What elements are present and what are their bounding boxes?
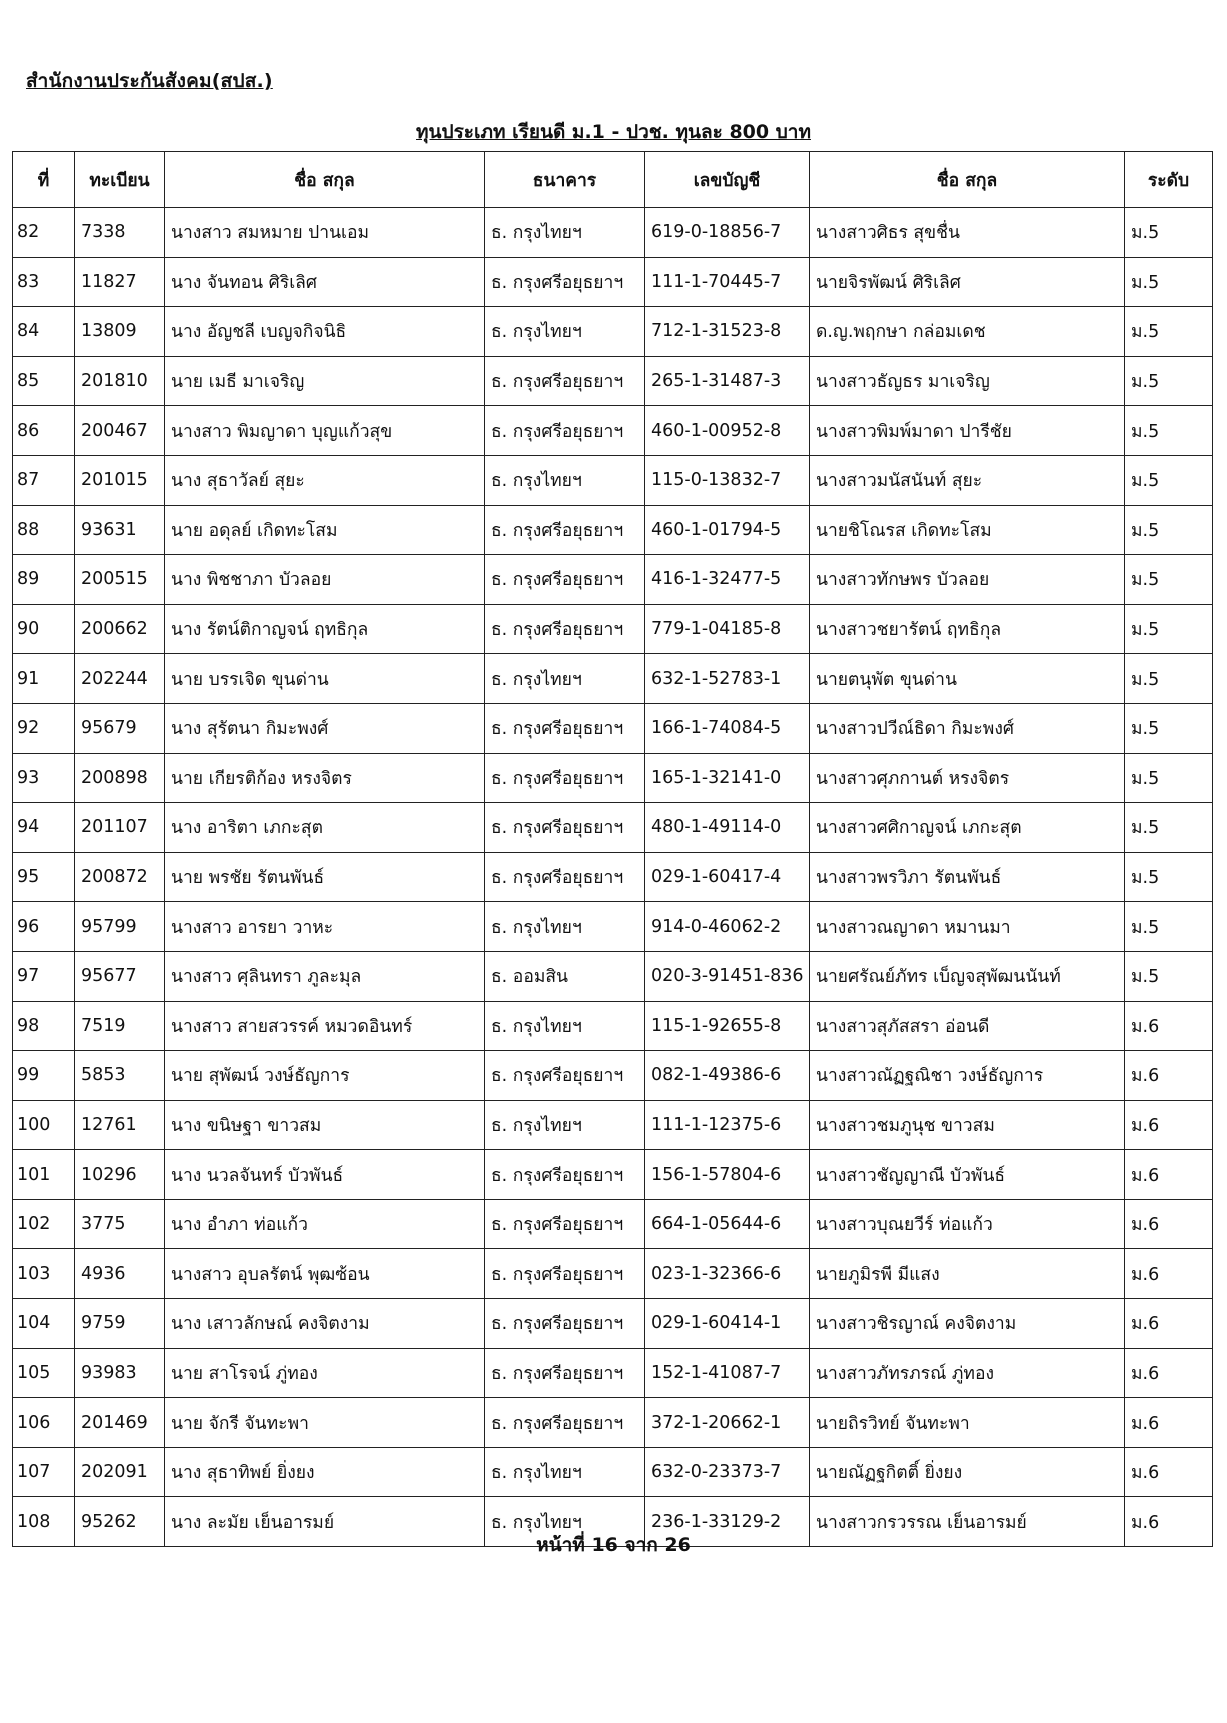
cell-level: ม.5 [1125, 703, 1213, 753]
cell-registration: 11827 [75, 257, 165, 307]
cell-bank: ธ. กรุงศรีอยุธยาฯ [485, 803, 645, 853]
cell-registration: 201810 [75, 356, 165, 406]
cell-member-name: นาง นวลจันทร์ บัวพันธ์ [165, 1150, 485, 1200]
cell-account: 460-1-00952-8 [645, 406, 810, 456]
table-row [13, 1249, 1213, 1299]
table-row [13, 307, 1213, 357]
cell-member-name: นาง รัตน์ติกาญจน์ ฤทธิกุล [165, 604, 485, 654]
cell-student-name: นายชิโณรส เกิดทะโสม [810, 505, 1125, 555]
table-row [13, 902, 1213, 952]
column-header-no: ที่ [13, 152, 75, 208]
cell-member-name: นาย พรชัย รัตนพันธ์ [165, 852, 485, 902]
cell-bank: ธ. กรุงไทยฯ [485, 654, 645, 704]
cell-bank: ธ. กรุงศรีอยุธยาฯ [485, 852, 645, 902]
cell-member-name: นาย สาโรจน์ ภู่ทอง [165, 1348, 485, 1398]
cell-bank: ธ. กรุงศรีอยุธยาฯ [485, 505, 645, 555]
cell-member-name: นาง อัญชลี เบญจกิจนิธิ [165, 307, 485, 357]
table-row [13, 1299, 1213, 1349]
cell-account: 712-1-31523-8 [645, 307, 810, 357]
table-row [13, 951, 1213, 1001]
cell-student-name: นางสาวทักษพร บัวลอย [810, 555, 1125, 605]
cell-level: ม.6 [1125, 1001, 1213, 1051]
cell-level: ม.5 [1125, 555, 1213, 605]
cell-student-name: นางสาวภัทรภรณ์ ภู่ทอง [810, 1348, 1125, 1398]
cell-registration: 95679 [75, 703, 165, 753]
cell-no: 87 [13, 455, 75, 505]
cell-student-name: นางสาวปวีณ์ธิดา กิมะพงศ์ [810, 703, 1125, 753]
cell-account: 023-1-32366-6 [645, 1249, 810, 1299]
cell-student-name: นายจิรพัฒน์ ศิริเลิศ [810, 257, 1125, 307]
scholarship-table [12, 151, 1213, 1547]
column-header-member-name: ชื่อ สกุล [165, 152, 485, 208]
column-header-level: ระดับ [1125, 152, 1213, 208]
cell-level: ม.6 [1125, 1497, 1213, 1547]
page-number: หน้าที่ 16 จาก 26 [536, 1534, 691, 1556]
cell-registration: 5853 [75, 1051, 165, 1101]
cell-level: ม.6 [1125, 1199, 1213, 1249]
cell-no: 86 [13, 406, 75, 456]
cell-student-name: นางสาวณัฏฐณิชา วงษ์ธัญการ [810, 1051, 1125, 1101]
cell-registration: 201015 [75, 455, 165, 505]
cell-bank: ธ. กรุงไทยฯ [485, 1497, 645, 1547]
cell-student-name: นางสาวพรวิภา รัตนพันธ์ [810, 852, 1125, 902]
cell-registration: 202091 [75, 1447, 165, 1497]
cell-student-name: ด.ญ.พฤกษา กล่อมเดช [810, 307, 1125, 357]
cell-member-name: นาย บรรเจิด ขุนด่าน [165, 654, 485, 704]
cell-student-name: นางสาวณญาดา หมานมา [810, 902, 1125, 952]
table-row [13, 1398, 1213, 1448]
column-header-student-name: ชื่อ สกุล [810, 152, 1125, 208]
cell-member-name: นาง ขนิษฐา ขาวสม [165, 1100, 485, 1150]
cell-no: 101 [13, 1150, 75, 1200]
cell-no: 104 [13, 1299, 75, 1349]
cell-registration: 200872 [75, 852, 165, 902]
cell-member-name: นางสาว อารยา วาหะ [165, 902, 485, 952]
cell-no: 99 [13, 1051, 75, 1101]
cell-member-name: นางสาว พิมญาดา บุญแก้วสุข [165, 406, 485, 456]
cell-registration: 201469 [75, 1398, 165, 1448]
cell-member-name: นางสาว สมหมาย ปานเอม [165, 208, 485, 258]
cell-no: 93 [13, 753, 75, 803]
cell-level: ม.5 [1125, 803, 1213, 853]
cell-bank: ธ. กรุงศรีอยุธยาฯ [485, 406, 645, 456]
cell-account: 779-1-04185-8 [645, 604, 810, 654]
cell-account: 156-1-57804-6 [645, 1150, 810, 1200]
cell-registration: 95262 [75, 1497, 165, 1547]
cell-registration: 4936 [75, 1249, 165, 1299]
table-row [13, 455, 1213, 505]
table-row [13, 1150, 1213, 1200]
cell-bank: ธ. กรุงศรีอยุธยาฯ [485, 1150, 645, 1200]
cell-registration: 201107 [75, 803, 165, 853]
cell-no: 96 [13, 902, 75, 952]
cell-account: 372-1-20662-1 [645, 1398, 810, 1448]
cell-no: 100 [13, 1100, 75, 1150]
table-row [13, 604, 1213, 654]
organization-name: สำนักงานประกันสังคม(สปส.) [26, 70, 273, 92]
cell-student-name: นายณัฏฐกิตติ์ ยิ่งยง [810, 1447, 1125, 1497]
cell-registration: 95677 [75, 951, 165, 1001]
cell-account: 152-1-41087-7 [645, 1348, 810, 1398]
table-row [13, 1001, 1213, 1051]
cell-account: 111-1-70445-7 [645, 257, 810, 307]
cell-account: 619-0-18856-7 [645, 208, 810, 258]
cell-bank: ธ. กรุงไทยฯ [485, 307, 645, 357]
cell-account: 029-1-60417-4 [645, 852, 810, 902]
column-header-account: เลขบัญชี [645, 152, 810, 208]
cell-registration: 13809 [75, 307, 165, 357]
table-row [13, 1447, 1213, 1497]
cell-no: 95 [13, 852, 75, 902]
cell-no: 108 [13, 1497, 75, 1547]
cell-member-name: นาง สุธาทิพย์ ยิ่งยง [165, 1447, 485, 1497]
cell-account: 166-1-74084-5 [645, 703, 810, 753]
cell-level: ม.6 [1125, 1299, 1213, 1349]
cell-bank: ธ. กรุงไทยฯ [485, 1001, 645, 1051]
cell-student-name: นางสาวศิธร สุขชื่น [810, 208, 1125, 258]
table-row [13, 803, 1213, 853]
cell-student-name: นางสาวธัญธร มาเจริญ [810, 356, 1125, 406]
table-row [13, 208, 1213, 258]
cell-level: ม.5 [1125, 852, 1213, 902]
table-body [13, 208, 1213, 1547]
cell-student-name: นางสาวพิมพ์มาดา ปารีชัย [810, 406, 1125, 456]
cell-bank: ธ. ออมสิน [485, 951, 645, 1001]
cell-member-name: นาย จักรี จันทะพา [165, 1398, 485, 1448]
cell-no: 92 [13, 703, 75, 753]
cell-no: 82 [13, 208, 75, 258]
table-row [13, 1051, 1213, 1101]
table-row [13, 1348, 1213, 1398]
cell-level: ม.5 [1125, 951, 1213, 1001]
cell-level: ม.5 [1125, 654, 1213, 704]
cell-level: ม.5 [1125, 406, 1213, 456]
cell-no: 94 [13, 803, 75, 853]
cell-bank: ธ. กรุงศรีอยุธยาฯ [485, 1199, 645, 1249]
cell-bank: ธ. กรุงศรีอยุธยาฯ [485, 703, 645, 753]
cell-member-name: นาง ละมัย เย็นอารมย์ [165, 1497, 485, 1547]
cell-bank: ธ. กรุงไทยฯ [485, 1447, 645, 1497]
cell-student-name: นางสาวชยารัตน์ ฤทธิกุล [810, 604, 1125, 654]
cell-account: 480-1-49114-0 [645, 803, 810, 853]
cell-member-name: นางสาว สายสวรรค์ หมวดอินทร์ [165, 1001, 485, 1051]
cell-registration: 7338 [75, 208, 165, 258]
cell-bank: ธ. กรุงไทยฯ [485, 1100, 645, 1150]
cell-no: 91 [13, 654, 75, 704]
cell-registration: 200515 [75, 555, 165, 605]
cell-level: ม.5 [1125, 753, 1213, 803]
cell-registration: 93631 [75, 505, 165, 555]
cell-account: 914-0-46062-2 [645, 902, 810, 952]
cell-member-name: นาย เมธี มาเจริญ [165, 356, 485, 406]
table-row [13, 1100, 1213, 1150]
cell-student-name: นางสาวศศิกาญจน์ เภกะสุต [810, 803, 1125, 853]
cell-account: 632-1-52783-1 [645, 654, 810, 704]
cell-account: 020-3-91451-836 [645, 951, 810, 1001]
cell-student-name: นายตนุพัต ขุนด่าน [810, 654, 1125, 704]
table-row [13, 257, 1213, 307]
cell-level: ม.5 [1125, 356, 1213, 406]
cell-level: ม.5 [1125, 604, 1213, 654]
table-row [13, 703, 1213, 753]
cell-bank: ธ. กรุงศรีอยุธยาฯ [485, 356, 645, 406]
cell-account: 664-1-05644-6 [645, 1199, 810, 1249]
table-row [13, 1199, 1213, 1249]
cell-account: 632-0-23373-7 [645, 1447, 810, 1497]
cell-member-name: นางสาว ศุลินทรา ภูละมุล [165, 951, 485, 1001]
cell-account: 029-1-60414-1 [645, 1299, 810, 1349]
cell-bank: ธ. กรุงศรีอยุธยาฯ [485, 1348, 645, 1398]
cell-bank: ธ. กรุงศรีอยุธยาฯ [485, 257, 645, 307]
cell-no: 102 [13, 1199, 75, 1249]
cell-no: 85 [13, 356, 75, 406]
cell-no: 107 [13, 1447, 75, 1497]
cell-member-name: นางสาว อุบลรัตน์ พุฒซ้อน [165, 1249, 485, 1299]
cell-account: 460-1-01794-5 [645, 505, 810, 555]
cell-level: ม.5 [1125, 257, 1213, 307]
cell-bank: ธ. กรุงศรีอยุธยาฯ [485, 1051, 645, 1101]
cell-account: 115-0-13832-7 [645, 455, 810, 505]
cell-level: ม.6 [1125, 1249, 1213, 1299]
cell-bank: ธ. กรุงไทยฯ [485, 455, 645, 505]
cell-no: 106 [13, 1398, 75, 1448]
cell-registration: 7519 [75, 1001, 165, 1051]
cell-bank: ธ. กรุงศรีอยุธยาฯ [485, 1299, 645, 1349]
cell-no: 89 [13, 555, 75, 605]
cell-bank: ธ. กรุงไทยฯ [485, 208, 645, 258]
cell-student-name: นางสาวชิรญาณ์ คงจิตงาม [810, 1299, 1125, 1349]
cell-account: 416-1-32477-5 [645, 555, 810, 605]
cell-registration: 200898 [75, 753, 165, 803]
cell-level: ม.5 [1125, 307, 1213, 357]
cell-registration: 9759 [75, 1299, 165, 1349]
cell-registration: 200467 [75, 406, 165, 456]
cell-bank: ธ. กรุงศรีอยุธยาฯ [485, 753, 645, 803]
cell-bank: ธ. กรุงไทยฯ [485, 902, 645, 952]
cell-student-name: นางสาวชัญญาณี บัวพันธ์ [810, 1150, 1125, 1200]
column-header-bank: ธนาคาร [485, 152, 645, 208]
cell-account: 115-1-92655-8 [645, 1001, 810, 1051]
cell-no: 90 [13, 604, 75, 654]
cell-no: 84 [13, 307, 75, 357]
cell-level: ม.6 [1125, 1150, 1213, 1200]
cell-member-name: นาย อดุลย์ เกิดทะโสม [165, 505, 485, 555]
cell-member-name: นาง จันทอน ศิริเลิศ [165, 257, 485, 307]
cell-student-name: นางสาวชมภูนุช ขาวสม [810, 1100, 1125, 1150]
cell-student-name: นางสาวกรวรรณ เย็นอารมย์ [810, 1497, 1125, 1547]
cell-account: 265-1-31487-3 [645, 356, 810, 406]
cell-no: 98 [13, 1001, 75, 1051]
cell-account: 082-1-49386-6 [645, 1051, 810, 1101]
cell-student-name: นายถิรวิทย์ จันทะพา [810, 1398, 1125, 1448]
table-row [13, 753, 1213, 803]
table-row [13, 505, 1213, 555]
cell-level: ม.5 [1125, 455, 1213, 505]
cell-account: 165-1-32141-0 [645, 753, 810, 803]
cell-member-name: นาง สุรัตนา กิมะพงศ์ [165, 703, 485, 753]
cell-member-name: นาง สุธาวัลย์ สุยะ [165, 455, 485, 505]
cell-account: 236-1-33129-2 [645, 1497, 810, 1547]
cell-level: ม.6 [1125, 1398, 1213, 1448]
cell-bank: ธ. กรุงศรีอยุธยาฯ [485, 1249, 645, 1299]
column-header-registration: ทะเบียน [75, 152, 165, 208]
cell-registration: 95799 [75, 902, 165, 952]
cell-member-name: นาง เสาวลักษณ์ คงจิตงาม [165, 1299, 485, 1349]
document-title: ทุนประเภท เรียนดี ม.1 - ปวช. ทุนละ 800 บาท [416, 121, 811, 143]
cell-student-name: นางสาวสุภัสสรา อ่อนดี [810, 1001, 1125, 1051]
cell-level: ม.6 [1125, 1447, 1213, 1497]
cell-student-name: นายภูมิรพี มีแสง [810, 1249, 1125, 1299]
cell-student-name: นางสาวศุภกานต์ หรงจิตร [810, 753, 1125, 803]
table-row [13, 406, 1213, 456]
cell-registration: 10296 [75, 1150, 165, 1200]
cell-no: 88 [13, 505, 75, 555]
cell-student-name: นางสาวมนัสนันท์ สุยะ [810, 455, 1125, 505]
cell-bank: ธ. กรุงศรีอยุธยาฯ [485, 555, 645, 605]
table-row [13, 852, 1213, 902]
cell-level: ม.6 [1125, 1348, 1213, 1398]
cell-no: 97 [13, 951, 75, 1001]
cell-registration: 12761 [75, 1100, 165, 1150]
cell-account: 111-1-12375-6 [645, 1100, 810, 1150]
table-row [13, 654, 1213, 704]
cell-member-name: นาง อำภา ท่อแก้ว [165, 1199, 485, 1249]
cell-no: 105 [13, 1348, 75, 1398]
table-row [13, 555, 1213, 605]
cell-bank: ธ. กรุงศรีอยุธยาฯ [485, 604, 645, 654]
cell-member-name: นาง อาริตา เภกะสุต [165, 803, 485, 853]
cell-level: ม.5 [1125, 505, 1213, 555]
cell-student-name: นายศรัณย์ภัทร เบ็ญจสุพัฒนนันท์ [810, 951, 1125, 1001]
cell-registration: 3775 [75, 1199, 165, 1249]
cell-level: ม.6 [1125, 1100, 1213, 1150]
cell-member-name: นาย สุพัฒน์ วงษ์ธัญการ [165, 1051, 485, 1101]
table-header-row [13, 152, 1213, 208]
cell-registration: 202244 [75, 654, 165, 704]
cell-member-name: นาย เกียรติก้อง หรงจิตร [165, 753, 485, 803]
cell-level: ม.5 [1125, 208, 1213, 258]
table-row [13, 356, 1213, 406]
cell-no: 103 [13, 1249, 75, 1299]
cell-level: ม.5 [1125, 902, 1213, 952]
cell-no: 83 [13, 257, 75, 307]
cell-registration: 93983 [75, 1348, 165, 1398]
cell-level: ม.6 [1125, 1051, 1213, 1101]
cell-student-name: นางสาวบุณยวีร์ ท่อแก้ว [810, 1199, 1125, 1249]
cell-registration: 200662 [75, 604, 165, 654]
cell-bank: ธ. กรุงศรีอยุธยาฯ [485, 1398, 645, 1448]
cell-member-name: นาง พิชชาภา บัวลอย [165, 555, 485, 605]
